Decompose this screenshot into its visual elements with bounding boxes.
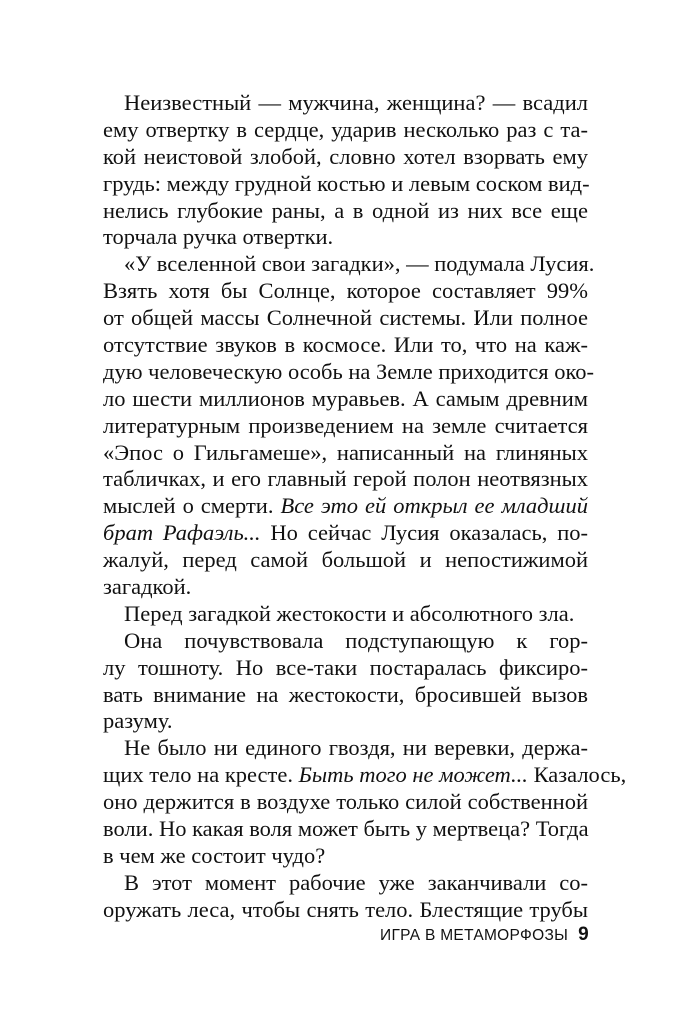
text-line: отсутствие звуков в космосе. Или то, что на каж- — [103, 332, 588, 358]
text-line: табличках, и его главный герой полон неотвязных — [103, 466, 588, 492]
text-line: кой неистовой злобой, словно хотел взорвать ему — [103, 143, 588, 169]
text-line: оно держится в воздухе только силой собственной — [103, 789, 588, 815]
text-line: оружать леса, чтобы снять тело. Блестящие трубы — [103, 896, 588, 922]
page-number: 9 — [578, 924, 589, 945]
italic-span: Быть того не может... — [298, 762, 528, 788]
text-line: торчала ручка отвертки. — [103, 224, 334, 250]
text-line: Неизвестный — мужчина, женщина? — всадил — [124, 90, 588, 115]
italic-span: брат Рафаэль... — [103, 520, 261, 546]
text-line — [103, 520, 588, 547]
running-title: ИГРА В МЕТАМОРФОЗЫ — [380, 927, 569, 944]
italic-span: Все это ей открыл ее младший — [280, 493, 589, 519]
text-line: ло шести миллионов муравьев. А самым древним — [103, 385, 588, 411]
page-body — [103, 90, 627, 924]
text-line: «У вселенной свои загадки», — подумала Лусия. — [124, 251, 595, 277]
text-line: воли. Но какая воля может быть у мертвеца? Тогда — [103, 816, 589, 842]
text-line: дую человеческую особь на Земле приходится око- — [103, 358, 595, 384]
text-line: В этот момент рабочие уже заканчивали со- — [124, 869, 588, 895]
text-line: нелись глубокие раны, а в одной из них все еще — [103, 197, 588, 223]
text-line: в чем же состоит чудо? — [103, 842, 326, 868]
page-footer — [380, 924, 589, 946]
text-line: Перед загадкой жестокости и абсолютного зла. — [124, 600, 575, 626]
text-line: жалуй, перед самой большой и непостижимой — [103, 547, 588, 573]
text-line — [103, 762, 627, 789]
text-span: Но сейчас Лусия оказалась, по- — [270, 520, 588, 546]
text-line: от общей массы Солнечной системы. Или полное — [103, 305, 588, 331]
text-line: Она почувствовала подступающую к гор- — [124, 627, 588, 653]
text-span: щих тело на кресте. — [103, 762, 293, 788]
text-line: «Эпос о Гильгамеше», написанный на глиняных — [103, 439, 588, 465]
text-line: Не было ни единого гвоздя, ни веревки, держа- — [124, 735, 588, 761]
text-line — [103, 493, 588, 520]
text-span: Казалось, — [533, 762, 627, 788]
text-line: Взять хотя бы Солнце, которое составляет 99% — [103, 278, 588, 304]
text-line: грудь: между грудной костью и левым соском вид- — [103, 170, 590, 196]
text-span: мыслей о смерти. — [103, 493, 274, 519]
text-line: разуму. — [103, 708, 173, 734]
text-line: литературным произведением на земле считается — [103, 412, 588, 438]
text-line: загадкой. — [103, 574, 192, 600]
text-line: лу тошноту. Но все-таки постаралась фиксиро- — [103, 654, 588, 680]
text-line: вать внимание на жестокости, бросившей вызов — [103, 681, 588, 707]
text-line: ему отвертку в сердце, ударив несколько раз с та- — [103, 116, 588, 142]
